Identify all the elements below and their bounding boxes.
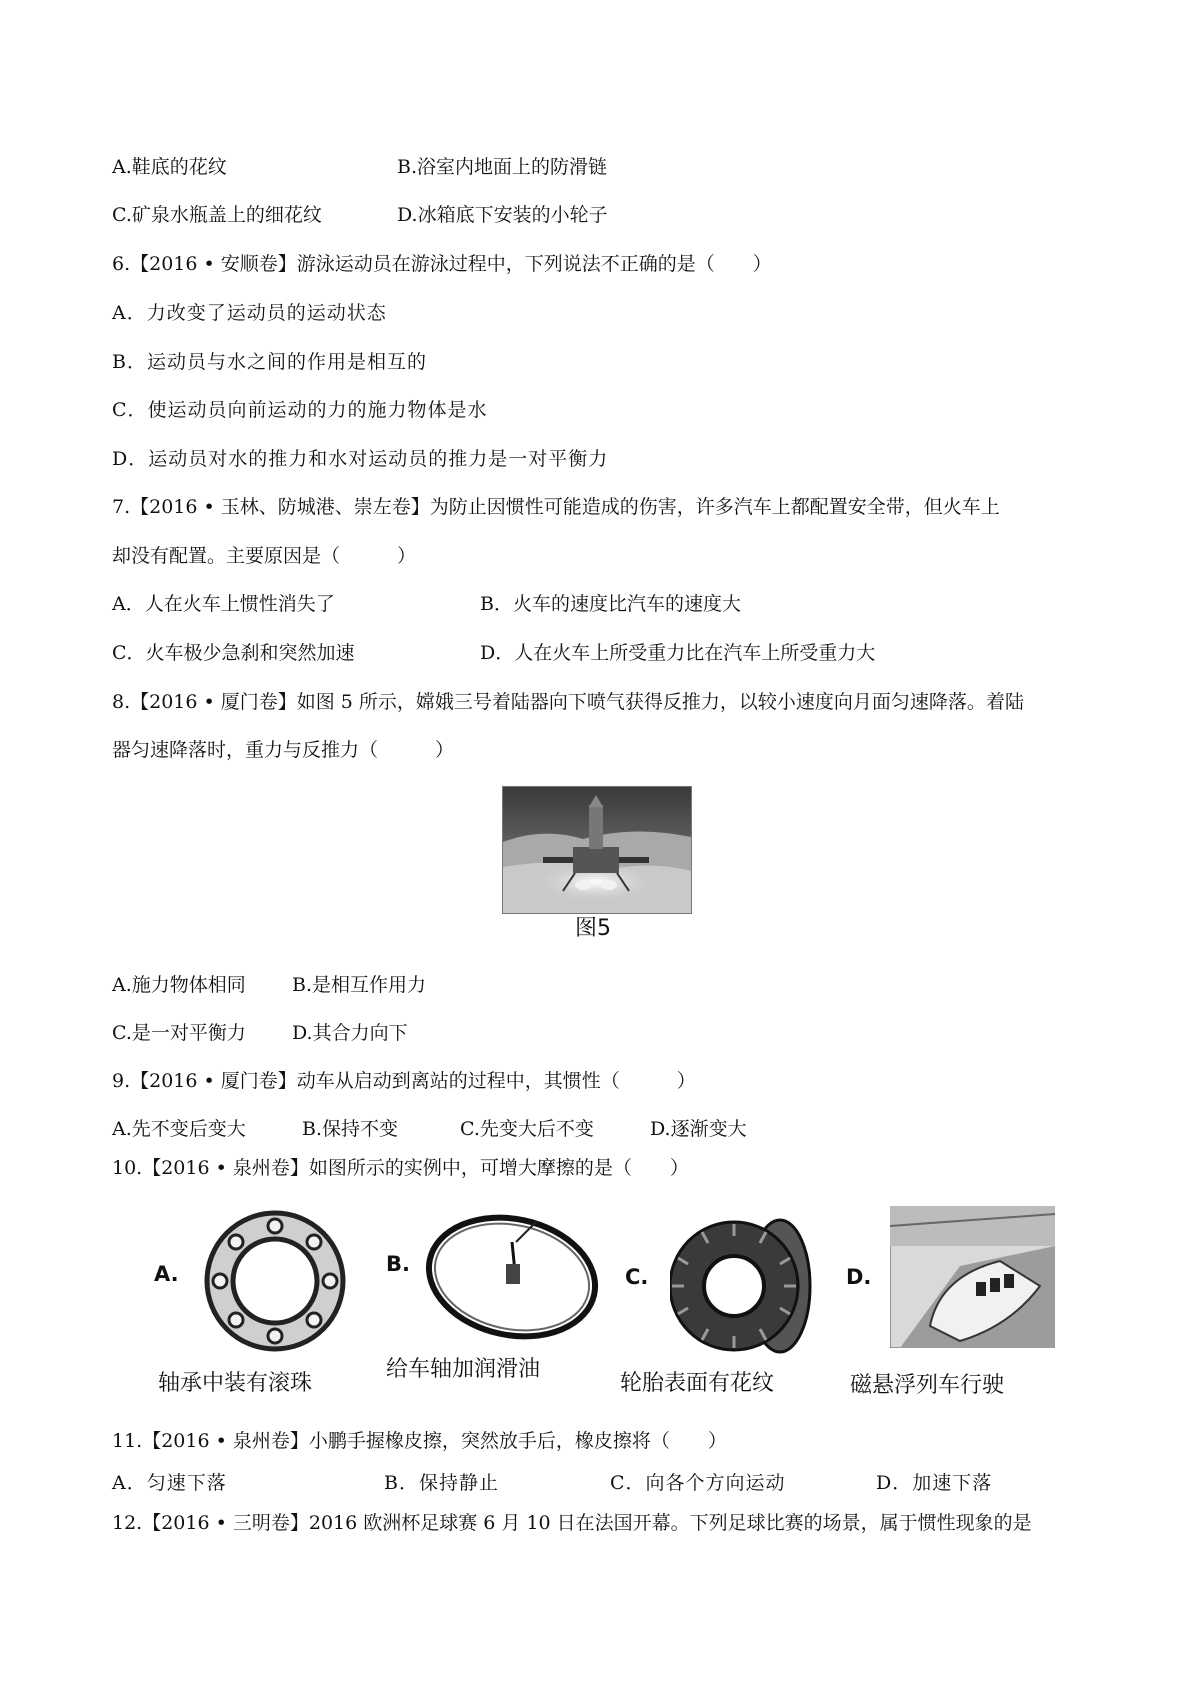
q11-option-a: A．匀速下落: [112, 1472, 227, 1494]
q7-option-b: B．火车的速度比汽车的速度大: [480, 593, 741, 615]
q10-image-c-letter: C.: [625, 1265, 649, 1289]
q7-option-a: A．人在火车上惯性消失了: [112, 593, 335, 615]
q9-option-a: A.先不变后变大: [112, 1118, 246, 1140]
q10-image-d-letter: D.: [846, 1265, 872, 1289]
q10-image-b-letter: B.: [386, 1252, 410, 1276]
q6-option-d: D．运动员对水的推力和水对运动员的推力是一对平衡力: [112, 448, 609, 470]
q6-stem: 6.【2016 • 安顺卷】游泳运动员在游泳过程中，下列说法不正确的是（ ）: [112, 253, 772, 275]
q10-image-b-caption: 给车轴加润滑油: [386, 1357, 541, 1382]
q8-option-a: A.施力物体相同: [112, 974, 246, 996]
lunar-lander-photo: [502, 786, 692, 914]
q10-image-d-caption: 磁悬浮列车行驶: [850, 1373, 1005, 1398]
q7-stem-line-1: 7.【2016 • 玉林、防城港、崇左卷】为防止因惯性可能造成的伤害，许多汽车上都配置安全带，但火车上: [112, 496, 1000, 518]
q11-stem: 11.【2016 • 泉州卷】小鹏手握橡皮擦，突然放手后，橡皮擦将（ ）: [112, 1430, 727, 1452]
q11-option-d: D．加速下落: [876, 1472, 993, 1494]
q7-option-c: C．火车极少急刹和突然加速: [112, 642, 355, 664]
q9-stem: 9.【2016 • 厦门卷】动车从启动到离站的过程中，其惯性（ ）: [112, 1070, 696, 1092]
q8-option-b: B.是相互作用力: [292, 974, 427, 996]
maglev-train-image: [890, 1206, 1055, 1348]
tire-tread-image: [670, 1208, 820, 1358]
ball-bearing-image: [200, 1206, 350, 1356]
q10-stem: 10.【2016 • 泉州卷】如图所示的实例中，可增大摩擦的是（ ）: [112, 1157, 689, 1179]
q10-image-a-letter: A.: [154, 1262, 179, 1286]
q6-option-b: B．运动员与水之间的作用是相互的: [112, 351, 427, 373]
q8-option-d: D.其合力向下: [292, 1022, 408, 1044]
q9-option-d: D.逐渐变大: [650, 1118, 747, 1140]
lunar-lander-image: [503, 787, 691, 913]
q10-image-a-caption: 轴承中装有滚珠: [158, 1371, 313, 1396]
q6-option-c: C．使运动员向前运动的力的施力物体是水: [112, 399, 488, 421]
bicycle-wheel-image: [420, 1212, 600, 1342]
q5-option-c: C.矿泉水瓶盖上的细花纹: [112, 204, 322, 226]
q8-stem-line-2: 器匀速降落时，重力与反推力（ ）: [112, 739, 455, 761]
q5-option-a: A.鞋底的花纹: [112, 156, 227, 178]
q9-option-c: C.先变大后不变: [460, 1118, 594, 1140]
q6-option-a: A．力改变了运动员的运动状态: [112, 302, 387, 324]
figure-5-caption: 图5: [575, 916, 611, 941]
q7-option-d: D．人在火车上所受重力比在汽车上所受重力大: [480, 642, 876, 664]
q11-option-c: C．向各个方向运动: [610, 1472, 786, 1494]
q5-option-b: B.浴室内地面上的防滑链: [397, 156, 608, 178]
q5-option-d: D.冰箱底下安装的小轮子: [397, 204, 608, 226]
q9-option-b: B.保持不变: [302, 1118, 399, 1140]
q11-option-b: B．保持静止: [384, 1472, 499, 1494]
q10-image-c-caption: 轮胎表面有花纹: [620, 1371, 775, 1396]
q12-stem: 12.【2016 • 三明卷】2016 欧洲杯足球赛 6 月 10 日在法国开幕。下列足球比赛的场景，属于惯性现象的是: [112, 1512, 1032, 1534]
q7-stem-line-2: 却没有配置。主要原因是（ ）: [112, 545, 417, 567]
q8-stem-line-1: 8.【2016 • 厦门卷】如图 5 所示，嫦娥三号着陆器向下喷气获得反推力，以较小速度向月面匀速降落。着陆: [112, 691, 1024, 713]
q8-option-c: C.是一对平衡力: [112, 1022, 246, 1044]
